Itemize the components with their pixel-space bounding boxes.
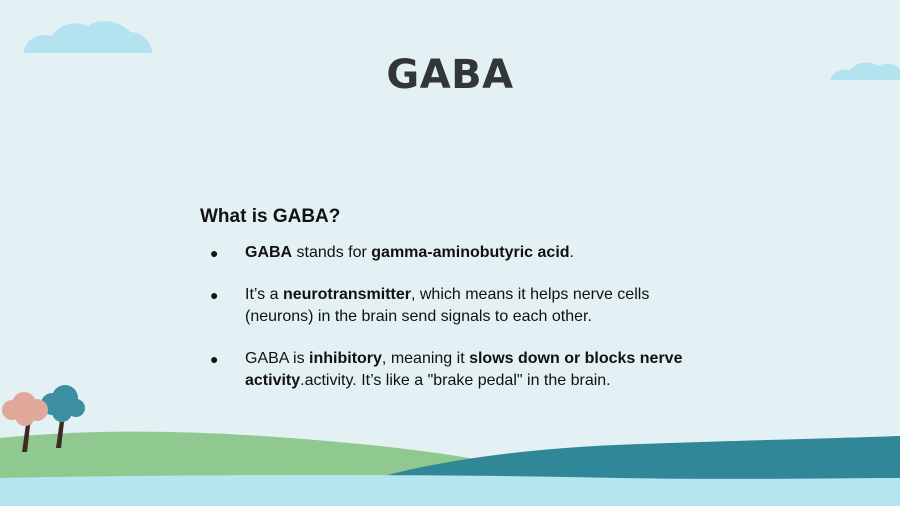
bullet-text: . [569, 244, 574, 261]
bullet-list [200, 242, 720, 392]
bullet-item [200, 242, 720, 264]
bullet-bold-text: gamma-aminobutyric acid [371, 244, 570, 261]
cloud-top-left-icon [24, 21, 152, 53]
content-block [200, 206, 720, 412]
subheading: What is GABA? [200, 206, 341, 227]
bullet-text: It’s a [245, 286, 283, 303]
bullet-text: stands for [292, 244, 372, 261]
water [0, 475, 900, 506]
bullet-text: .activity. It’s like a "brake pedal" in the brain. [300, 372, 611, 389]
bullet-dot-icon: ● [210, 287, 219, 303]
bullet-dot-icon: ● [210, 351, 219, 367]
bullet-text: , which means it helps nerve cells (neurons) in the brain send signals to each other. [245, 286, 650, 325]
bullet-bold-text: neurotransmitter [282, 286, 411, 303]
bullet-dot-icon: ● [210, 245, 219, 261]
bullet-bold-text: slows down or blocks nerve activity [245, 350, 683, 389]
bullet-item [200, 348, 720, 392]
bullet-bold-text: inhibitory [309, 350, 382, 367]
bullet-text: , meaning it [381, 350, 470, 367]
bullet-bold-text: GABA [245, 244, 293, 261]
bullet-item [200, 284, 720, 328]
slide-title: GABA [386, 52, 514, 98]
bullet-text: GABA is [245, 350, 310, 367]
